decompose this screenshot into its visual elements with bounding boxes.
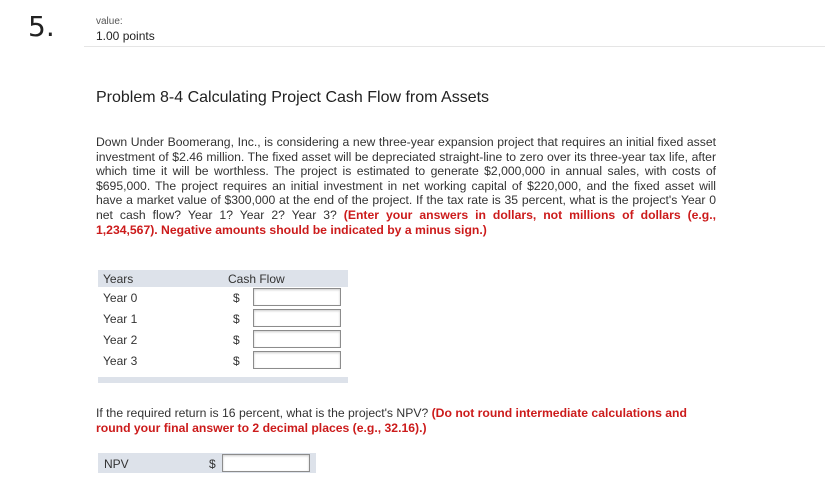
- year-0-cash-flow-input[interactable]: [253, 288, 341, 306]
- npv-instruction: (Do not round intermediate calculations and round your final answer to 2 decimal places (e.g., 32.16).): [96, 406, 687, 435]
- table-row: [98, 308, 348, 329]
- npv-label: NPV: [104, 457, 129, 471]
- year-3-cash-flow-input[interactable]: [253, 351, 341, 369]
- currency-symbol: $: [233, 312, 240, 326]
- year-1-cash-flow-input[interactable]: [253, 309, 341, 327]
- year-label: Year 1: [103, 312, 138, 326]
- year-label: Year 2: [103, 333, 138, 347]
- currency-symbol: $: [233, 333, 240, 347]
- cash-flow-column-header: Cash Flow: [228, 272, 285, 286]
- problem-body: Down Under Boomerang, Inc., is considering a new three-year expansion project that requires an initial fixed asset investment of $2.46 million. The fixed asset will be depreciated straight-line to zero over its three-year tax life, after which time it will be worthless. The project is estimated to generate $2,000,000 in annual sales, with costs of $695,000. The project requires an initial investment in net working capital of $220,000, and the fixed asset will have a market value of $300,000 at the end of the project. If the tax rate is 35 percent, what is the project's Year 0 net cash flow? Year 1? Year 2? Year 3?: [96, 135, 716, 222]
- question-number: 5.: [28, 10, 55, 43]
- npv-question-text: [96, 406, 721, 435]
- npv-question: If the required return is 16 percent, what is the project's NPV?: [96, 406, 429, 420]
- header-divider: [84, 46, 825, 47]
- year-2-cash-flow-input[interactable]: [253, 330, 341, 348]
- problem-title: Problem 8-4 Calculating Project Cash Flow from Assets: [96, 89, 490, 106]
- year-label: Year 3: [103, 354, 138, 368]
- cash-flow-table-header: [98, 270, 348, 287]
- table-row: [98, 287, 348, 308]
- cash-flow-table-footer: [98, 377, 348, 383]
- npv-answer-box: [98, 453, 316, 473]
- cash-flow-table: [98, 270, 348, 383]
- points-value: 1.00 points: [96, 29, 155, 43]
- table-row: [98, 329, 348, 350]
- currency-symbol: $: [233, 354, 240, 368]
- currency-symbol: $: [233, 291, 240, 305]
- years-column-header: Years: [103, 272, 134, 286]
- table-row: [98, 350, 348, 371]
- problem-instruction: (Enter your answers in dollars, not millions of dollars (e.g., 1,234,567). Negative amounts should be indicated by a minus sign.): [96, 207, 717, 237]
- problem-text: [96, 135, 716, 237]
- currency-symbol: $: [209, 457, 216, 471]
- value-label: value:: [96, 16, 123, 27]
- npv-input[interactable]: [222, 454, 310, 472]
- year-label: Year 0: [103, 291, 138, 305]
